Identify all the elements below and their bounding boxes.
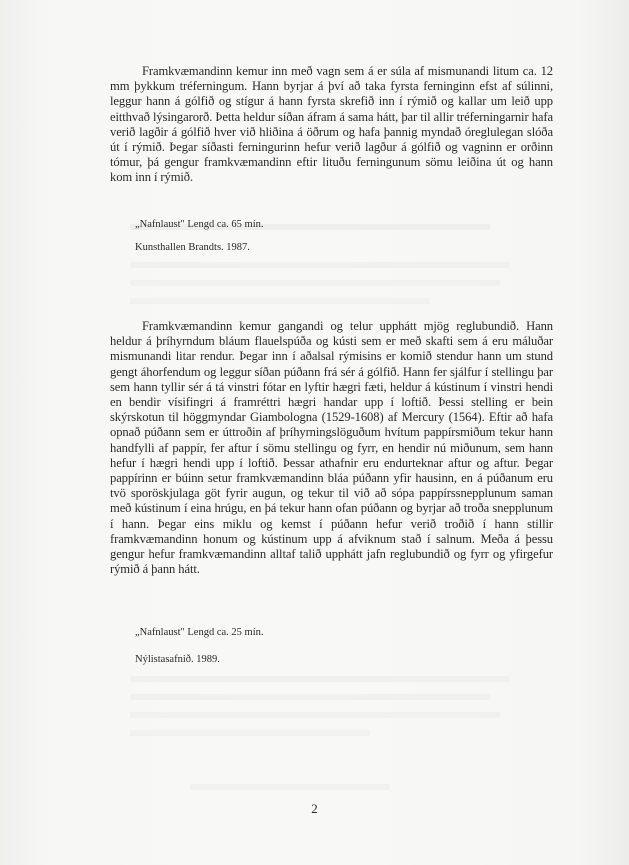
performance-description-2: Framkvæmandinn kemur gangandi og telur upphátt mjög reglubundið. Hann heldur á þríhyrndum bláum flauelspúða og kústi sem er með skafti sem á eru máluðar mismunandi litar rendur. Þegar inn í aðalsal rýmisins er komið stendur hann um stund gengt áhorfendum og leggur síðan púðann frá sér á gólfið. Hann fer sjálfur í stellingu þar sem hann tyllir sér á tá vinstri fótar en lyftir hægri fæti, heldur á kústinum í vinstri hendi en bendir vísifingri á framréttri hægri handar upp í loftið. Þessi stelling er bein skýrskotun til höggmyndar Giambologna (1529-1608) af Mercury (1564). Eftir að hafa opnað púðann sem er úttroðin af þríhyrningslöguðum hvítum pappírsmiðum tekur hann handfylli af pappír, fer aftur í sömu stellingu og fyrr, en hendir nú miðunum, sem hann hefur í hægri hendi upp í loftið. Þessar athafnir eru endurteknar aftur og aftur. Þegar pappírinn er búinn setur framkvæmandinn bláa púðann yfir hausinn, en á púðanum eru tvö sporöskjulaga göt fyrir augun, og tekur til við að sópa pappírssnepplunum saman með kústinum í eina hrúgu, en þá tekur hann ofan púðann og byrjar að troða snepplunum í hann. Þegar eins miklu og kemst í púðann hefur verið troðið í hann stillir framkvæmandinn honum og kústinum upp á afviknum stað í salnum. Meða á þessu gengur hefur framkvæmandinn alltaf talið upphátt jafn reglubundið og fyrr og yfirgefur rýmið á þann hátt.: [110, 319, 553, 577]
bleed-through-mark: [130, 298, 430, 304]
bleed-through-mark: [130, 694, 490, 700]
bleed-through-mark: [130, 280, 500, 286]
bleed-through-mark: [130, 712, 500, 718]
performance-title-1: „Nafnlaust" Lengd ca. 65 mín.: [135, 219, 264, 230]
bleed-through-mark: [130, 676, 510, 682]
performance-venue-2: Nýlistasafnið. 1989.: [135, 654, 220, 665]
bleed-through-mark: [190, 784, 390, 790]
performance-venue-1: Kunsthallen Brandts. 1987.: [135, 242, 250, 253]
bleed-through-mark: [130, 730, 370, 736]
performance-description-1: Framkvæmandinn kemur inn með vagn sem á er súla af mismunandi litum ca. 12 mm þykkum tréferningum. Hann byrjar á því að taka fyrsta ferninginn efst af súlinni, leggur hann á gólfið og stígur á hann fyrsta skrefið inn í rýmið og kallar um leið upp eitthvað lýsingarorð. Þetta heldur síðan áfram á sama hátt, þar til allir tréferningarnir hafa verið lagðir á gólfið hver við hliðina á öðrum og hafa þannig myndað óreglulegan slóða út í rýmið. Þegar síðasti ferningurinn hefur verið lagður á gólfið og vagninn er orðinn tómur, þá gengur framkvæmandinn eftir lituðu ferningunum sömu leiðina út og hann kom inn í rýmið.: [110, 64, 553, 185]
page-number: 2: [311, 801, 318, 816]
performance-title-2: „Nafnlaust" Lengd ca. 25 mín.: [135, 627, 264, 638]
bleed-through-mark: [130, 262, 510, 268]
